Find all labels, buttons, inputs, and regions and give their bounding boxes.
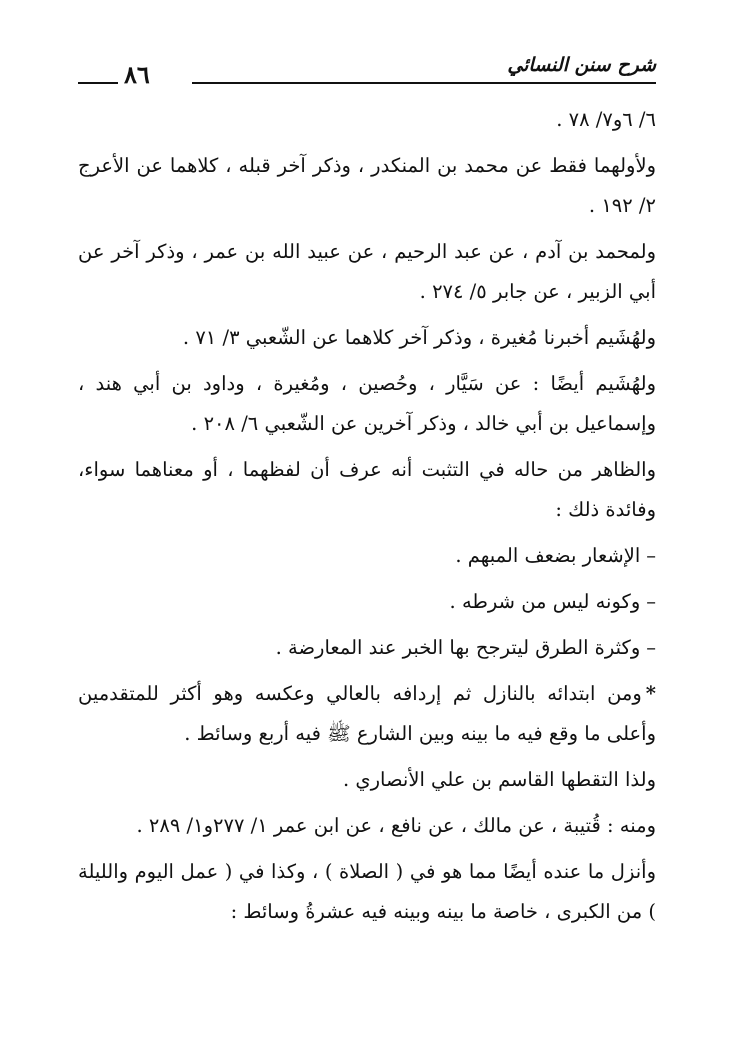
page-header (78, 52, 656, 88)
paragraph-4: ولهُشَيم أخبرنا مُغيرة ، وذكر آخر كلاهما عن الشّعبي ٣/ ٧١ . (182, 326, 656, 349)
page-number: ٨٦ (124, 60, 150, 89)
paragraph-1: ٦/ ٦و٧/ ٧٨ . (556, 108, 656, 131)
paragraph-2: ولأولهما فقط عن محمد بن المنكدر ، وذكر آخر قبله ، كلاهما عن الأعرج ٢/ ١٩٢ . (78, 154, 656, 217)
paragraph-3: ولمحمد بن آدم ، عن عبد الرحيم ، عن عبيد الله بن عمر ، وذكر آخر عن أبي الزبير ، عن جابر ٥/ ٢٧٤ . (78, 240, 656, 303)
paragraph-6: والظاهر من حاله في التثبت أنه عرف أن لفظهما ، أو معناهما سواء، وفائدة ذلك : (78, 458, 656, 521)
list-item (78, 628, 656, 668)
asterisk-marker: * (645, 682, 656, 705)
paragraph-8: ولذا التقطها القاسم بن علي الأنصاري . (342, 768, 656, 791)
page-body (78, 100, 656, 938)
list-item (78, 536, 656, 576)
running-title: شرح سنن النسائي (507, 54, 656, 76)
header-rule (192, 82, 656, 84)
paragraph-9: ومنه : قُتيبة ، عن مالك ، عن نافع ، عن ابن عمر ١/ ٢٧٧و١/ ٢٨٩ . (136, 814, 656, 837)
list-item-text: وكثرة الطرق ليترجح بها الخبر عند المعارضة . (275, 636, 641, 659)
paragraph-7 (78, 674, 656, 754)
dash-bullet: – (646, 590, 656, 613)
list-item-text: وكونه ليس من شرطه . (449, 590, 641, 613)
dash-bullet: – (646, 544, 656, 567)
paragraph-10: وأنزل ما عنده أيضًا مما هو في ( الصلاة ) ، وكذا في ( عمل اليوم والليلة ) من الكبرى ، خاصة ما بينه وبينه فيه عشرةُ وسائط : (78, 860, 656, 923)
header-rule-short (78, 82, 118, 84)
dash-bullet: – (646, 636, 656, 659)
paragraph-5: ولهُشَيم أيضًا : عن سَيَّار ، وحُصين ، ومُغيرة ، وداود بن أبي هند ، وإسماعيل بن أبي خالد ، وذكر آخرين عن الشّعبي ٦/ ٢٠٨ . (78, 372, 656, 435)
list-item-text: الإشعار بضعف المبهم . (455, 544, 641, 567)
list-item (78, 582, 656, 622)
paragraph-7-text: ومن ابتدائه بالنازل ثم إردافه بالعالي وعكسه وهو أكثر للمتقدمين وأعلى ما وقع فيه ما بينه وبين الشارع ﷺ فيه أربع وسائط . (78, 682, 656, 745)
